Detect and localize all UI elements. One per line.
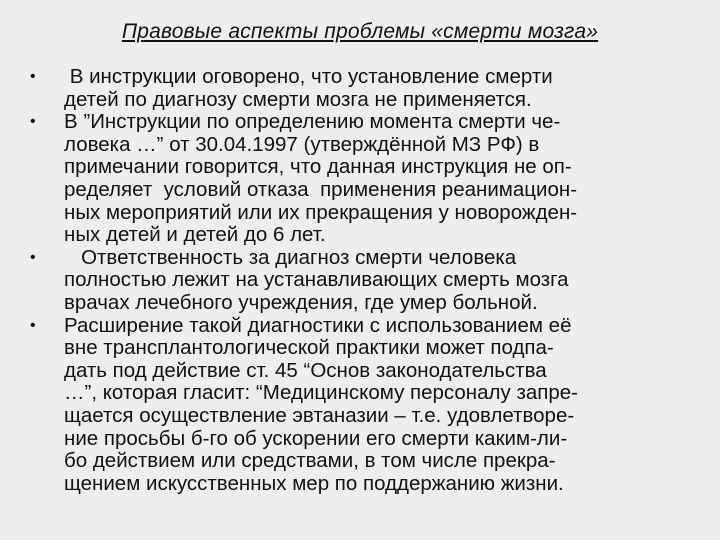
bullet-item	[30, 111, 690, 247]
text-line: щением искусственных мер по поддержанию жизни.	[64, 471, 564, 495]
text-line: ловека …” от 30.04.1997 (утверждённой МЗ РФ) в	[64, 132, 540, 156]
text-line: Ответственность за диагноз смерти человека	[64, 245, 517, 269]
text-line: В инструкции оговорено, что установление смерти	[64, 65, 553, 88]
text-line: щается осуществление эвтаназии – т.е. удовлетворе-	[64, 403, 575, 427]
bullet-item	[30, 247, 690, 315]
text-line: дать под действие ст. 45 “Основ законодательства	[64, 358, 547, 382]
slide-title: Правовые аспекты проблемы «смерти мозга»	[121, 20, 599, 43]
text-line: бо действием или средствами, в том числе прекра-	[64, 449, 556, 473]
text-line: полностью лежит на устанавливающих смерть мозга	[64, 268, 569, 292]
text-line: ных мероприятий или их прекращения у новорожден-	[64, 200, 578, 224]
text-line: врачах лечебного учреждения, где умер больной.	[64, 290, 538, 314]
bullet-dot: •	[30, 113, 36, 131]
text-line: ние просьбы б-го об ускорении его смерти каким-ли-	[64, 426, 568, 450]
bullet-list	[30, 66, 690, 495]
text-line: вне трансплантологической практики может подпа-	[64, 336, 554, 360]
bullet-item	[30, 66, 690, 111]
text-line: ных детей и детей до 6 лет.	[64, 223, 326, 247]
text-line: …”, которая гласит: “Медицинскому персоналу запре-	[64, 381, 578, 405]
text-line: Расширение такой диагностики с использованием её	[64, 313, 572, 337]
text-line: ределяет условий отказа применения реанимацион-	[64, 177, 578, 201]
bullet-dot: •	[30, 248, 36, 266]
bullet-dot: •	[30, 316, 36, 334]
bullet-item	[30, 315, 690, 496]
text-line: примечании говорится, что данная инструкция не оп-	[64, 155, 572, 179]
text-line: В ”Инструкции по определению момента смерти че-	[64, 110, 561, 134]
bullet-dot: •	[30, 68, 36, 85]
text-line: детей по диагнозу смерти мозга не применяется.	[64, 87, 532, 111]
